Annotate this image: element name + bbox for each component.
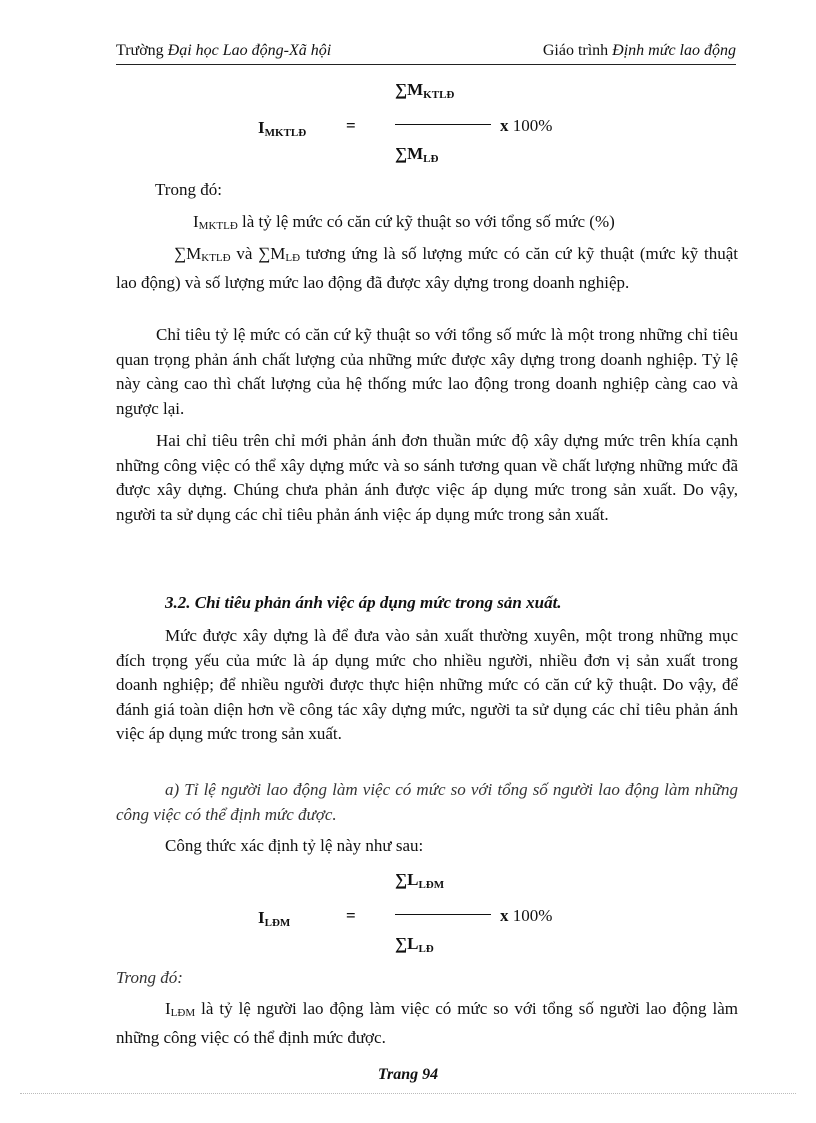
lhs2-subscript: LĐM (264, 917, 291, 929)
multiply-sign-2: x (500, 906, 509, 925)
percent-factor-2: 100% (508, 906, 553, 925)
denominator2-symbol: ∑L (395, 934, 419, 953)
def2-symbol-1: ∑M (174, 244, 202, 263)
equals-sign: = (346, 116, 356, 135)
fraction-bar (395, 124, 491, 125)
def1-text: là tỷ lệ mức có căn cứ kỹ thuật so với tổng số mức (%) (237, 212, 615, 231)
denominator-symbol: ∑M (395, 144, 424, 163)
def1-symbol: I (193, 212, 199, 231)
bottom-divider (20, 1093, 796, 1094)
multiply-sign: x (500, 116, 509, 135)
formula2-multiplier (500, 906, 552, 926)
def1-subscript: MKTLĐ (198, 220, 238, 232)
header-book-prefix: Giáo trình (542, 42, 613, 59)
lhs-symbol: I (258, 118, 265, 137)
formula-multiplier (500, 116, 552, 136)
header-book (543, 42, 736, 60)
percent-factor: 100% (508, 116, 553, 135)
formula2-denominator (395, 934, 434, 955)
paragraph-2: Hai chỉ tiêu trên chỉ mới phản ánh đơn thuần mức độ xây dựng mức trên khía cạnh những công việc có thể xây dựng mức và so sánh tương quan về chất lượng những mức đã được xây dựng. Chúng chưa phản ánh được việc áp dụng mức trong sản xuất. Do vậy, người ta sử dụng các chỉ tiêu phản ánh việc áp dụng mức trong sản xuất. (116, 431, 738, 524)
formula2-numerator (395, 870, 444, 891)
header-school (116, 42, 331, 60)
numerator-symbol: ∑M (395, 80, 424, 99)
formula-denominator (395, 144, 438, 165)
numerator2-symbol: ∑L (395, 870, 419, 889)
trong-do-label-1: Trong đó: (155, 180, 222, 199)
page-number: Trang 94 (377, 1066, 439, 1083)
def3-symbol: I (165, 999, 171, 1018)
formula2-lhs (258, 908, 290, 929)
paragraph-4-item-a: a) Tỉ lệ người lao động làm việc có mức so với tổng số người lao động làm những công việc có thể định mức được. (116, 780, 738, 824)
def2-subscript-1: KTLĐ (201, 252, 231, 264)
fraction-bar-2 (395, 914, 491, 915)
paragraph-3: Mức được xây dựng là để đưa vào sản xuất thường xuyên, một trong những mục đích trọng yếu của mức là áp dụng mức cho nhiều người, nhiều đơn vị sản xuất trong doanh nghiệp; để nhiều người được thực hiện những mức có căn cứ kỹ thuật. Do vậy, để đánh giá toàn diện hơn về công tác xây dựng mức, người ta sử dụng các chỉ tiêu phản ánh việc áp dụng mức trong sản xuất. (116, 626, 738, 743)
lhs-subscript: MKTLĐ (264, 127, 307, 139)
formula-numerator (395, 80, 454, 101)
section-heading-3-2: 3.2. Chỉ tiêu phản ánh việc áp dụng mức trong sản xuất. (165, 593, 562, 612)
lhs2-symbol: I (258, 908, 265, 927)
formula-lhs (258, 118, 306, 139)
header-school-prefix: Trường (116, 42, 168, 59)
def3-text: là tỷ lệ người lao động làm việc có mức so với tổng số người lao động làm những công việc có thể định mức được. (116, 999, 738, 1047)
page-header (116, 40, 736, 65)
denominator2-subscript: LĐ (418, 943, 434, 955)
formula-ldm (258, 870, 588, 960)
def2-text: tương ứng là số lượng mức có căn cứ kỹ thuật (mức kỹ thuật lao động) và số lượng mức lao động đã được xây dựng trong doanh nghiệp. (116, 244, 738, 292)
denominator-subscript: LĐ (423, 153, 439, 165)
header-book-name: Định mức lao động (612, 42, 736, 59)
def2-symbol-2: ∑M (258, 244, 286, 263)
paragraph-5: Công thức xác định tỷ lệ này như sau: (165, 836, 424, 855)
definition-sum-m (116, 242, 738, 295)
definition-mktld (193, 210, 738, 239)
definition-ldm (116, 997, 738, 1050)
formula-mktld (258, 80, 588, 170)
equals-sign-2: = (346, 906, 356, 925)
paragraph-1: Chỉ tiêu tỷ lệ mức có căn cứ kỹ thuật so với tổng số mức là một trong những chỉ tiêu quan trọng phản ánh chất lượng của những mức được xây dựng trong doanh nghiệp. Tỷ lệ này càng cao thì chất lượng của hệ thống mức lao động trong doanh nghiệp càng cao và ngược lại. (116, 325, 738, 418)
numerator-subscript: KTLĐ (423, 89, 455, 101)
def2-conjunction: và (230, 244, 259, 263)
numerator2-subscript: LĐM (418, 879, 445, 891)
trong-do-label-2: Trong đó: (116, 968, 183, 987)
def3-subscript: LĐM (170, 1007, 196, 1019)
def2-subscript-2: LĐ (285, 252, 301, 264)
header-school-name: Đại học Lao động-Xã hội (167, 42, 332, 59)
